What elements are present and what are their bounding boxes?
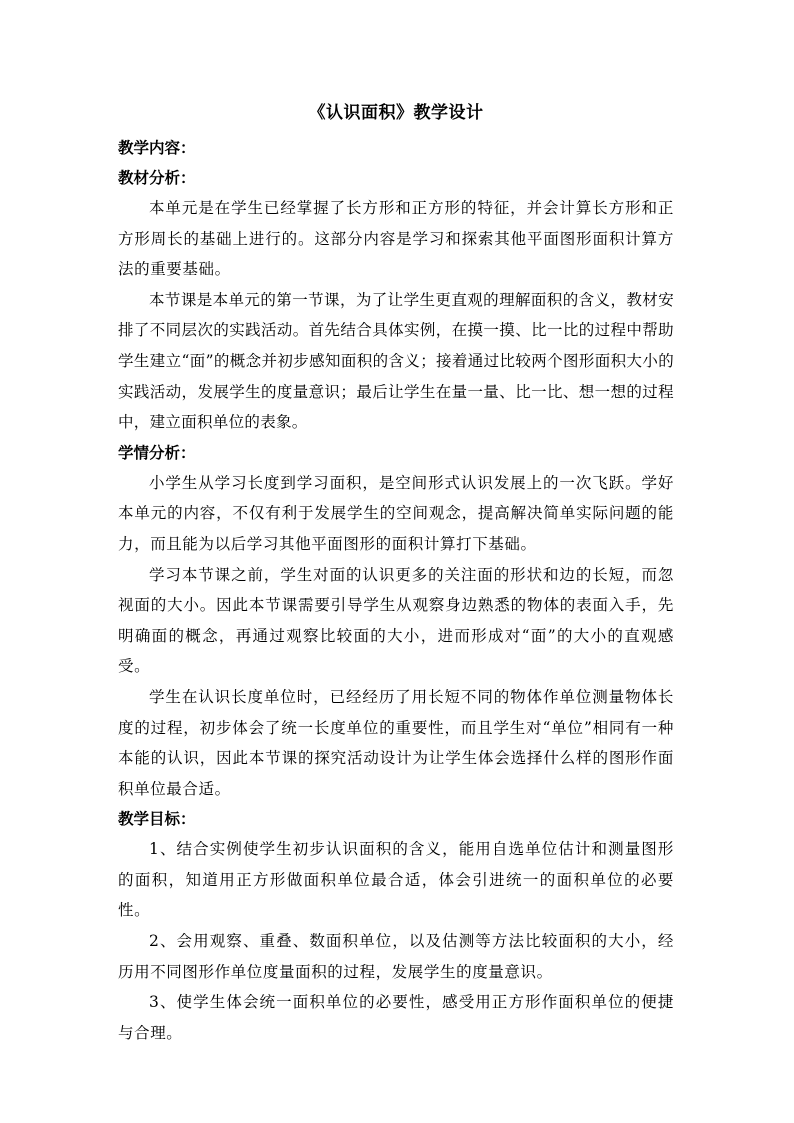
student-analysis-paragraph-3: 学生在认识长度单位时，已经经历了用长短不同的物体作单位测量物体长度的过程，初步体会了统一长度单位的重要性，而且学生对“单位”相同有一种本能的认识，因此本节课的探究活动设计为让学生体会选择什么样的图形作面积单位最合适。 (118, 687, 674, 798)
teaching-goal-1: 1、结合实例使学生初步认识面积的含义，能用自选单位估计和测量图形的面积，知道用正方形做面积单位最合适，体会引进统一的面积单位的必要性。 (118, 840, 674, 920)
teaching-goal-3: 3、使学生体会统一面积单位的必要性，感受用正方形作面积单位的便捷与合理。 (118, 993, 674, 1042)
heading-student-analysis: 学情分析： (118, 442, 196, 462)
student-analysis-paragraph-1: 小学生从学习长度到学习面积，是空间形式认识发展上的一次飞跃。学好本单元的内容，不仅有利于发展学生的空间观念，提高解决简单实际问题的能力，而且能为以后学习其他平面图形的面积计算打下基础。 (118, 473, 674, 553)
heading-teaching-content: 教学内容： (118, 138, 196, 157)
document-title: 《认识面积》教学设计 (308, 103, 484, 123)
student-analysis-paragraph-2: 学习本节课之前，学生对面的认识更多的关注面的形状和边的长短，而忽视面的大小。因此本节课需要引导学生从观察身边熟悉的物体的表面入手，先明确面的概念，再通过观察比较面的大小，进而形成对“面”的大小的直观感受。 (118, 565, 674, 676)
material-analysis-paragraph-2: 本节课是本单元的第一节课，为了让学生更直观的理解面积的含义，教材安排了不同层次的实践活动。首先结合具体实例，在摸一摸、比一比的过程中帮助学生建立“面”的概念并初步感知面积的含义；接着通过比较两个图形面积大小的实践活动，发展学生的度量意识；最后让学生在量一量、比一比、想一想的过程中，建立面积单位的表象。 (118, 290, 674, 432)
teaching-goal-2: 2、会用观察、重叠、数面积单位，以及估测等方法比较面积的大小，经历用不同图形作单位度量面积的过程，发展学生的度量意识。 (118, 932, 674, 981)
document-body (118, 99, 674, 1048)
heading-teaching-goals: 教学目标： (118, 809, 196, 829)
heading-material-analysis: 教材分析： (118, 168, 196, 187)
material-analysis-paragraph-1: 本单元是在学生已经掌握了长方形和正方形的特征，并会计算长方形和正方形周长的基础上进行的。这部分内容是学习和探索其他平面图形面积计算方法的重要基础。 (118, 199, 674, 279)
